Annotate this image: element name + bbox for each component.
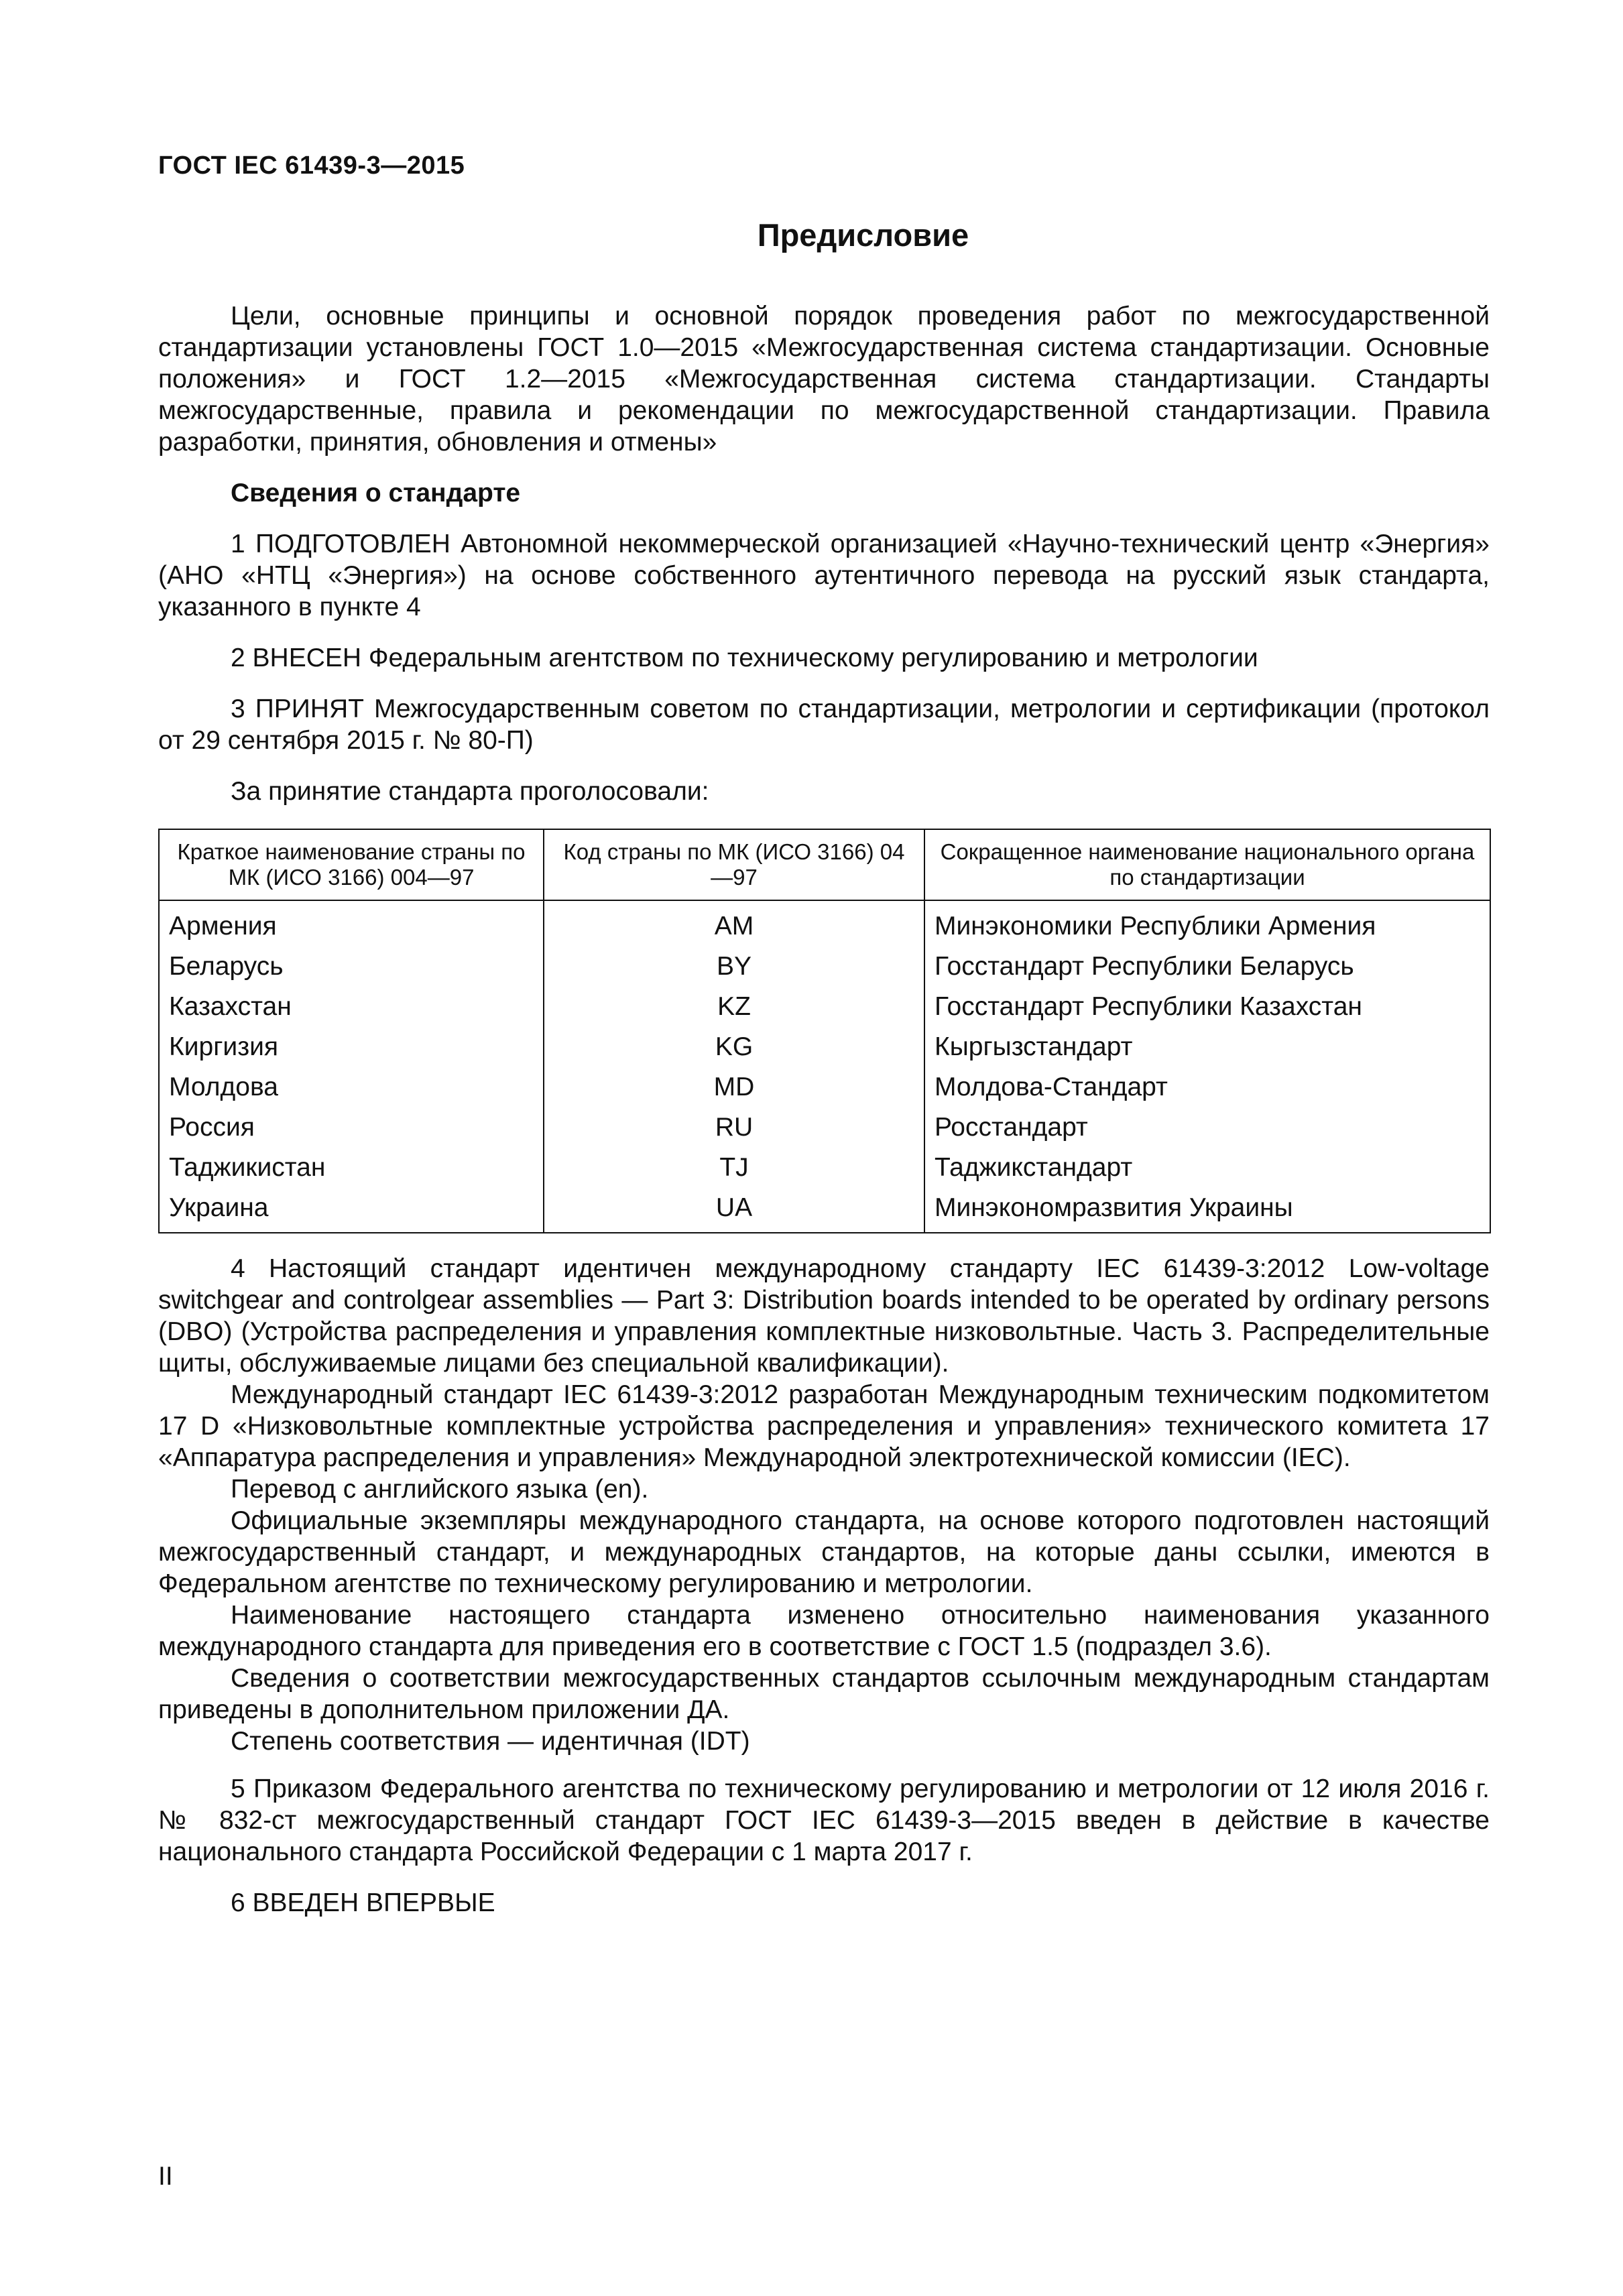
code-cell: KZ — [544, 987, 924, 1027]
national-body-cell: Госстандарт Республики Беларусь — [924, 947, 1490, 987]
item-2-paragraph: 2 ВНЕСЕН Федеральным агентством по техническому регулированию и метрологии — [231, 644, 1258, 672]
code-cell: UA — [544, 1188, 924, 1233]
national-body-cell: Росстандарт — [924, 1107, 1490, 1148]
country-cell: Беларусь — [159, 947, 544, 987]
code-cell: AM — [544, 900, 924, 947]
page-title-text: Предисловие — [757, 217, 969, 253]
country-cell: Казахстан — [159, 987, 544, 1027]
table-row — [159, 1107, 1490, 1148]
code-cell: BY — [544, 947, 924, 987]
code-cell: TJ — [544, 1148, 924, 1188]
table-row — [159, 947, 1490, 987]
main-content — [158, 300, 1490, 1919]
column-header-country: Краткое наименование страны по МК (ИСО 3166) 004—97 — [159, 829, 544, 900]
item-4-paragraph: 4 Настоящий стандарт идентичен международному стандарту IEC 61439-3:2012 Low-voltage switchgear and controlgear assemblies — Part 3: Distribution boards intended to be operated by ordinary persons (DBO) (Устройства распределения и управления комплектные низковольтные. Часть 3. Распределительные щиты, обслуживаемые лицами без специальной квалификации). — [158, 1254, 1490, 1378]
item-5-paragraph: 5 Приказом Федерального агентства по техническому регулированию и метрологии от 12 июля 2016 г. № 832-ст межгосударственный стандарт ГОСТ IEC 61439-3—2015 введен в действие в качестве национального стандарта Российской Федерации с 1 марта 2017 г. — [158, 1774, 1490, 1866]
country-cell: Таджикистан — [159, 1148, 544, 1188]
table-row — [159, 1188, 1490, 1233]
item-1-paragraph: 1 ПОДГОТОВЛЕН Автономной некоммерческой организацией «Научно-технический центр «Энергия» (АНО «НТЦ «Энергия») на основе собственного аутентичного перевода на русский язык стандарта, указанного в пункте 4 — [158, 530, 1490, 621]
item-6-paragraph: 6 ВВЕДЕН ВПЕРВЫЕ — [231, 1888, 495, 1917]
column-header-national-body: Сокращенное наименование национального органа по стандартизации — [924, 829, 1490, 900]
intro-paragraph: Цели, основные принципы и основной порядок проведения работ по межгосударственной стандартизации установлены ГОСТ 1.0—2015 «Межгосударственная система стандартизации. Основные положения» и ГОСТ 1.2—2015 «Межгосударственная система стандартизации. Стандарты межгосударственные, правила и рекомендации по межгосударственной стандартизации. Правила разработки, принятия, обновления и отмены» — [158, 302, 1490, 457]
item-4-translation-paragraph: Перевод с английского языка (en). — [231, 1475, 649, 1504]
item-4-conformity-paragraph: Степень соответствия — идентичная (IDT) — [231, 1727, 750, 1756]
table-row — [159, 1148, 1490, 1188]
column-header-code: Код страны по МК (ИСО 3166) 04—97 — [544, 829, 924, 900]
table-row — [159, 987, 1490, 1027]
item-4-official-copies-paragraph: Официальные экземпляры международного стандарта, на основе которого подготовлен настоящий межгосударственный стандарт, и международных стандартов, на которые даны ссылки, имеются в Федеральном агентстве по техническому регулированию и метрологии. — [158, 1506, 1490, 1598]
national-body-cell: Минэкономики Республики Армения — [924, 900, 1490, 947]
page-title — [0, 217, 1623, 253]
vote-label: За принятие стандарта проголосовали: — [231, 777, 709, 806]
code-cell: RU — [544, 1107, 924, 1148]
item-3-paragraph: 3 ПРИНЯТ Межгосударственным советом по стандартизации, метрологии и сертификации (протокол от 29 сентября 2015 г. № 80-П) — [158, 694, 1490, 755]
code-cell: MD — [544, 1067, 924, 1107]
national-body-cell: Кыргызстандарт — [924, 1027, 1490, 1067]
item-4-title-change-paragraph: Наименование настоящего стандарта изменено относительно наименования указанного международного стандарта для приведения его в соответствие с ГОСТ 1.5 (подраздел 3.6). — [158, 1601, 1490, 1661]
country-cell: Украина — [159, 1188, 544, 1233]
country-cell: Россия — [159, 1107, 544, 1148]
country-cell: Киргизия — [159, 1027, 544, 1067]
section-heading: Сведения о стандарте — [231, 479, 521, 507]
code-cell: KG — [544, 1027, 924, 1067]
table-header-row — [159, 829, 1490, 900]
national-body-cell: Таджикстандарт — [924, 1148, 1490, 1188]
item-4-developer-paragraph: Международный стандарт IEC 61439-3:2012 разработан Международным техническим подкомитетом 17 D «Низковольтные комплектные устройства распределения и управления» технического комитета 17 «Аппаратура распределения и управления» Международной электротехнической комиссии (IEC). — [158, 1380, 1490, 1472]
item-4-correspondence-paragraph: Сведения о соответствии межгосударственных стандартов ссылочным международным стандартам приведены в дополнительном приложении ДА. — [158, 1664, 1490, 1724]
national-body-cell: Госстандарт Республики Казахстан — [924, 987, 1490, 1027]
page-number: II — [158, 2162, 173, 2191]
country-cell: Армения — [159, 900, 544, 947]
table-row — [159, 1027, 1490, 1067]
country-cell: Молдова — [159, 1067, 544, 1107]
table-row — [159, 900, 1490, 947]
national-body-cell: Минэкономразвития Украины — [924, 1188, 1490, 1233]
voting-countries-table — [158, 829, 1491, 1233]
table-row — [159, 1067, 1490, 1107]
document-designation: ГОСТ IEC 61439-3—2015 — [158, 152, 465, 180]
national-body-cell: Молдова-Стандарт — [924, 1067, 1490, 1107]
